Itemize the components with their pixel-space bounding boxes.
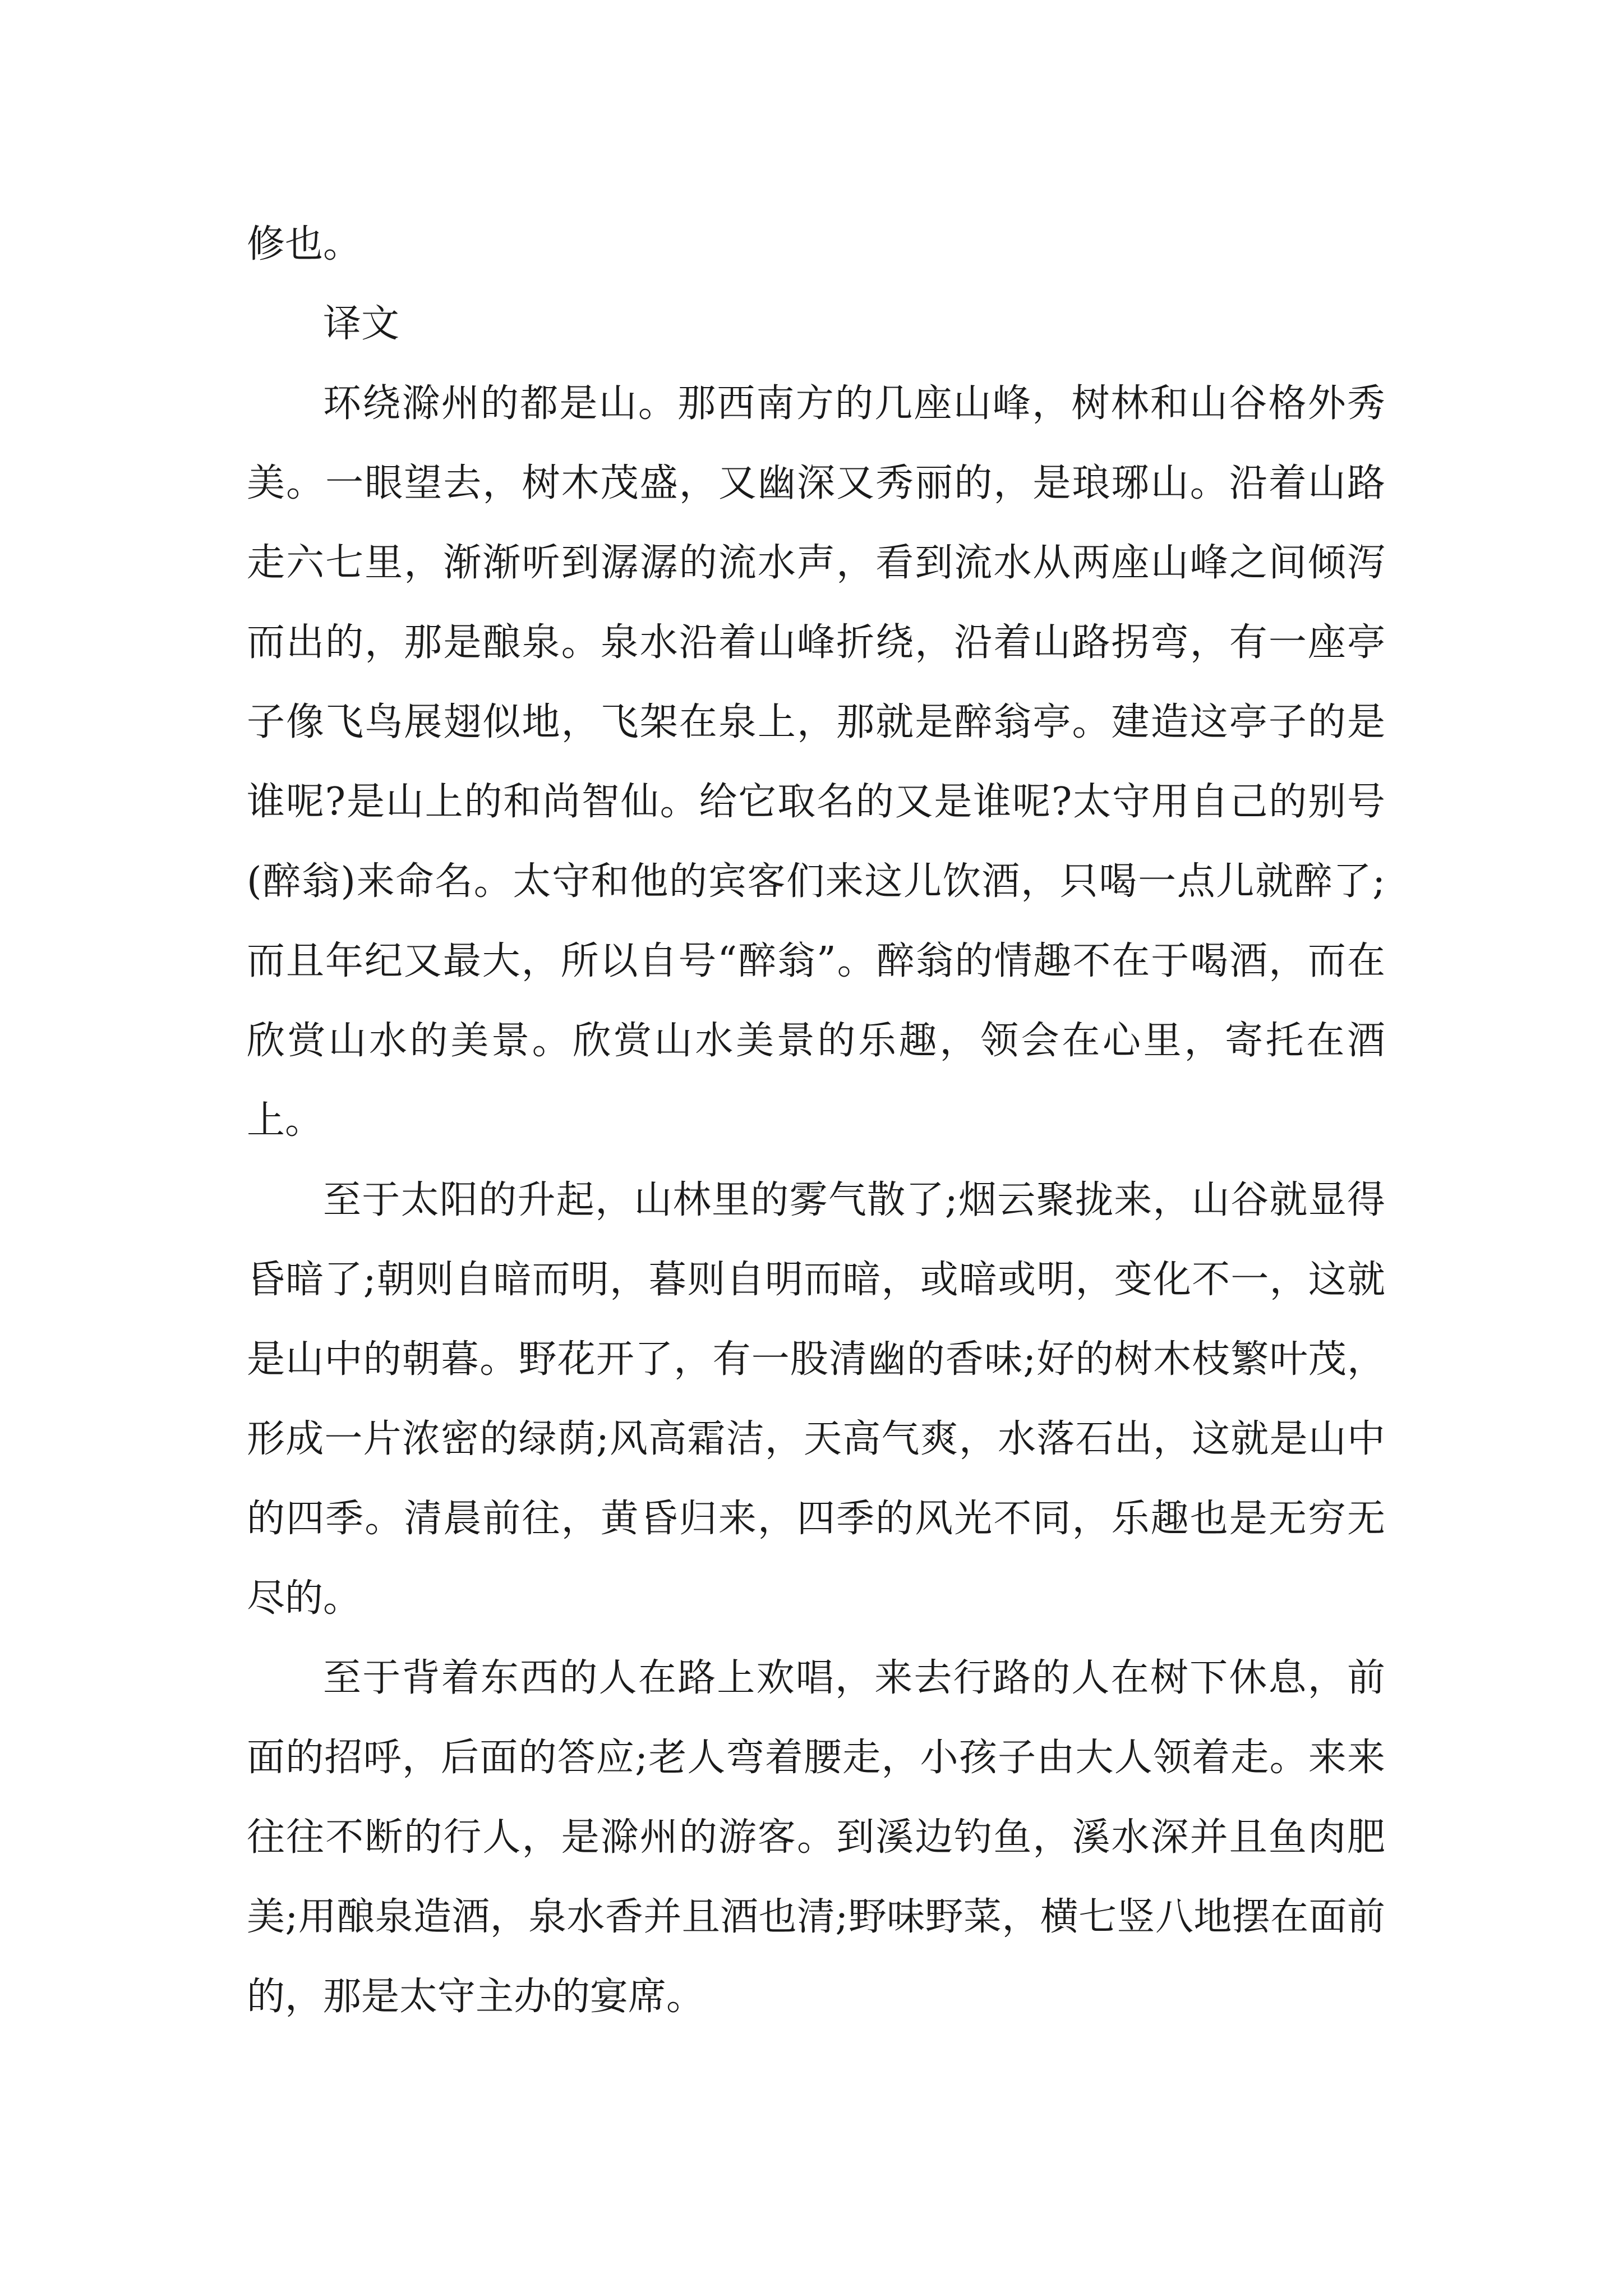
document-body [247, 205, 1385, 2037]
paragraph-3: 至于背着东西的人在路上欢唱，来去行路的人在树下休息，前面的招呼，后面的答应;老人弯着腰走，小孩子由大人领着走。来来往往不断的行人，是滁州的游客。到溪边钓鱼，溪水深并且鱼肉肥美;用酿泉造酒，泉水香并且酒也清;野味野菜，横七竖八地摆在面前的，那是太守主办的宴席。 [247, 1656, 1385, 2019]
paragraph-2: 至于太阳的升起，山林里的雾气散了;烟云聚拢来，山谷就显得昏暗了;朝则自暗而明，暮则自明而暗，或暗或明，变化不一，这就是山中的朝暮。野花开了，有一股清幽的香味;好的树木枝繁叶茂，形成一片浓密的绿荫;风高霜洁，天高气爽，水落石出，这就是山中的四季。清晨前往，黄昏归来，四季的风光不同，乐趣也是无穷无尽的。 [247, 1178, 1385, 1621]
section-heading: 译文 [323, 302, 400, 346]
paragraph-1: 环绕滁州的都是山。那西南方的几座山峰，树林和山谷格外秀美。一眼望去，树木茂盛，又幽深又秀丽的，是琅琊山。沿着山路走六七里，渐渐听到潺潺的流水声，看到流水从两座山峰之间倾泻而出的，那是酿泉。泉水沿着山峰折绕，沿着山路拐弯，有一座亭子像飞鸟展翅似地，飞架在泉上，那就是醉翁亭。建造这亭子的是谁呢?是山上的和尚智仙。给它取名的又是谁呢?太守用自己的别号(醉翁)来命名。太守和他的宾客们来这儿饮酒，只喝一点儿就醉了;而且年纪又最大，所以自号“醉翁”。醉翁的情趣不在于喝酒，而在欣赏山水的美景。欣赏山水美景的乐趣，领会在心里，寄托在酒上。 [247, 381, 1385, 1143]
lead-fragment: 修也。 [247, 222, 362, 266]
